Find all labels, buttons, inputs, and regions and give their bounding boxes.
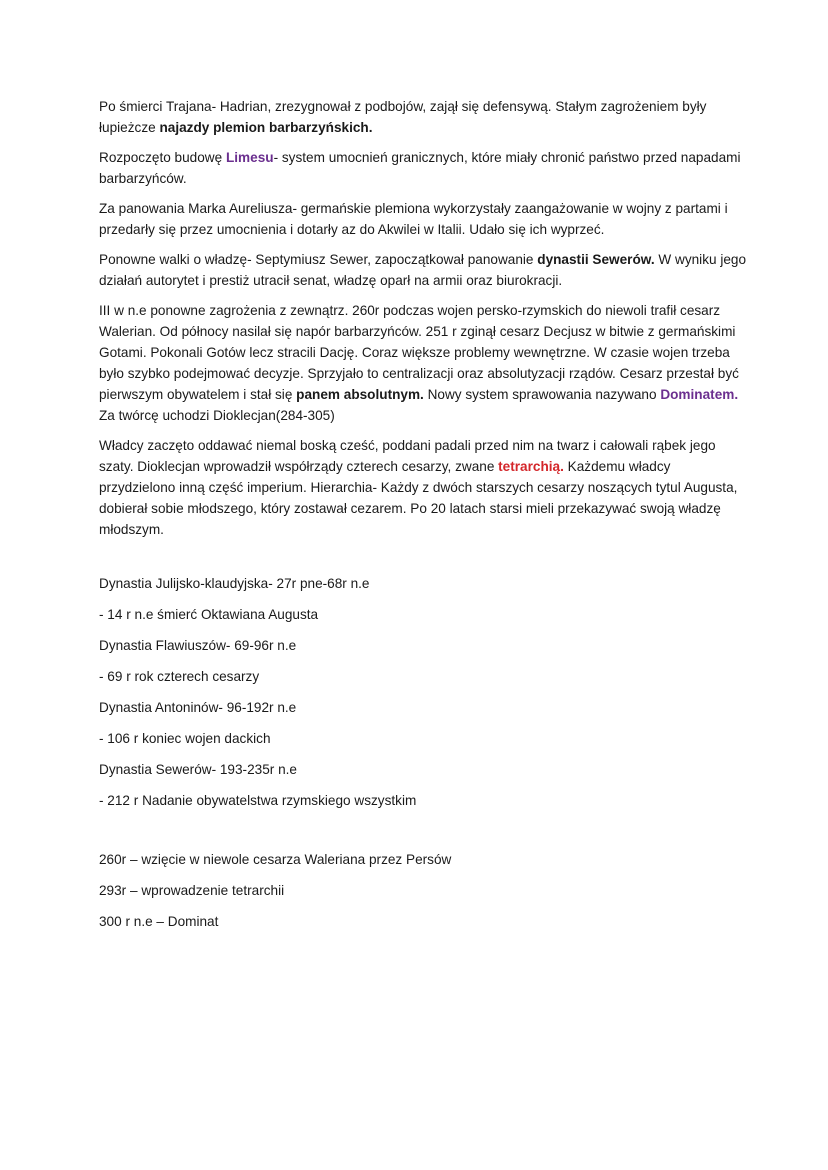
text: Za panowania Marka Aureliusza- germańskie plemiona wykorzystały zaangażowanie w wojny z partami i przedarły się przez umocnienia i dotarły az do Akwilei w Italii. Udało się ich wyprzeć. — [99, 201, 728, 237]
paragraph-hadrian — [99, 96, 747, 138]
dates-list — [99, 849, 747, 932]
list-item: Dynastia Flawiuszów- 69-96r n.e — [99, 638, 297, 653]
list-item: - 14 r n.e śmierć Oktawiana Augusta — [99, 607, 319, 622]
list-item: - 106 r koniec wojen dackich — [99, 731, 271, 746]
paragraph-limes — [99, 147, 747, 189]
text: Każdemu władcy przydzielono inną część imperium. Hierarchia- Każdy z dwóch starszych cesarzy noszących tytul Augusta, dobierał sobie młodszego, który zostawał cezarem. Po 20 latach starsi mieli przekazywać swoją władzę młodszym. — [99, 459, 738, 537]
text: - system umocnień granicznych, które miały chronić państwo przed napadami barbarzyńców. — [99, 150, 741, 186]
blank-line — [99, 821, 747, 849]
text: Rozpoczęto budowę — [99, 150, 226, 165]
bold-term: panem absolutnym. — [296, 387, 424, 402]
bold-term: dynastii Sewerów. — [537, 252, 655, 267]
list-item: Dynastia Sewerów- 193-235r n.e — [99, 762, 297, 777]
list-item: Dynastia Antoninów- 96-192r n.e — [99, 700, 297, 715]
paragraph-marek-aureliusz — [99, 198, 747, 240]
dynasty-list — [99, 573, 747, 811]
text: Za twórcę uchodzi Dioklecjan(284-305) — [99, 408, 335, 423]
list-item: - 212 r Nadanie obywatelstwa rzymskiego wszystkim — [99, 793, 417, 808]
document-page — [99, 96, 747, 942]
text: Po śmierci Trajana- Hadrian, zrezygnował z podbojów, zajął się defensywą. Stałym zagrożeniem były łupieżcze — [99, 99, 707, 135]
paragraph-sewerowie — [99, 249, 747, 291]
paragraph-tetrarchia — [99, 435, 747, 540]
highlight-term-tetrarchia: tetrarchią. — [498, 459, 564, 474]
text: Władcy zaczęto oddawać niemal boską cześć, poddani padali przed nim na twarz i całowali rąbek jego szaty. Dioklecjan wprowadził współrządy czterech cesarzy, zwane — [99, 438, 716, 474]
highlight-term-dominat: Dominatem. — [660, 387, 739, 402]
list-item: 300 r n.e – Dominat — [99, 914, 219, 929]
text: Nowy system sprawowania nazywano — [423, 387, 661, 402]
text: III w n.e ponowne zagrożenia z zewnątrz. 260r podczas wojen persko-rzymskich do niewoli trafił cesarz Walerian. Od północy nasilał się napór barbarzyńców. 251 r zginął cesarz Decjusz w bitwie z germańskimi Gotami. Pokonali Gotów lecz stracili Dację. Coraz większe problemy wewnętrzne. W czasie wojen trzeba było szybko podejmować decyzje. Sprzyjało to centralizacji oraz absolutyzacji rządów. Cesarz przestał być pierwszym obywatelem i stał się — [99, 303, 739, 402]
text: Ponowne walki o władzę- Septymiusz Sewer, zapoczątkował panowanie — [99, 252, 538, 267]
highlight-term-limes: Limesu — [225, 150, 274, 165]
bold-term: najazdy plemion barbarzyńskich. — [159, 120, 373, 135]
list-item: - 69 r rok czterech cesarzy — [99, 669, 260, 684]
paragraph-kryzys — [99, 300, 747, 426]
list-item: 260r – wzięcie w niewole cesarza Waleriana przez Persów — [99, 852, 452, 867]
list-item: 293r – wprowadzenie tetrarchii — [99, 883, 285, 898]
list-item: Dynastia Julijsko-klaudyjska- 27r pne-68r n.e — [99, 576, 370, 591]
text: W wyniku jego działań autorytet i prestiż utracił senat, władzę oparł na armii oraz biurokracji. — [99, 252, 747, 288]
blank-line — [99, 549, 747, 573]
